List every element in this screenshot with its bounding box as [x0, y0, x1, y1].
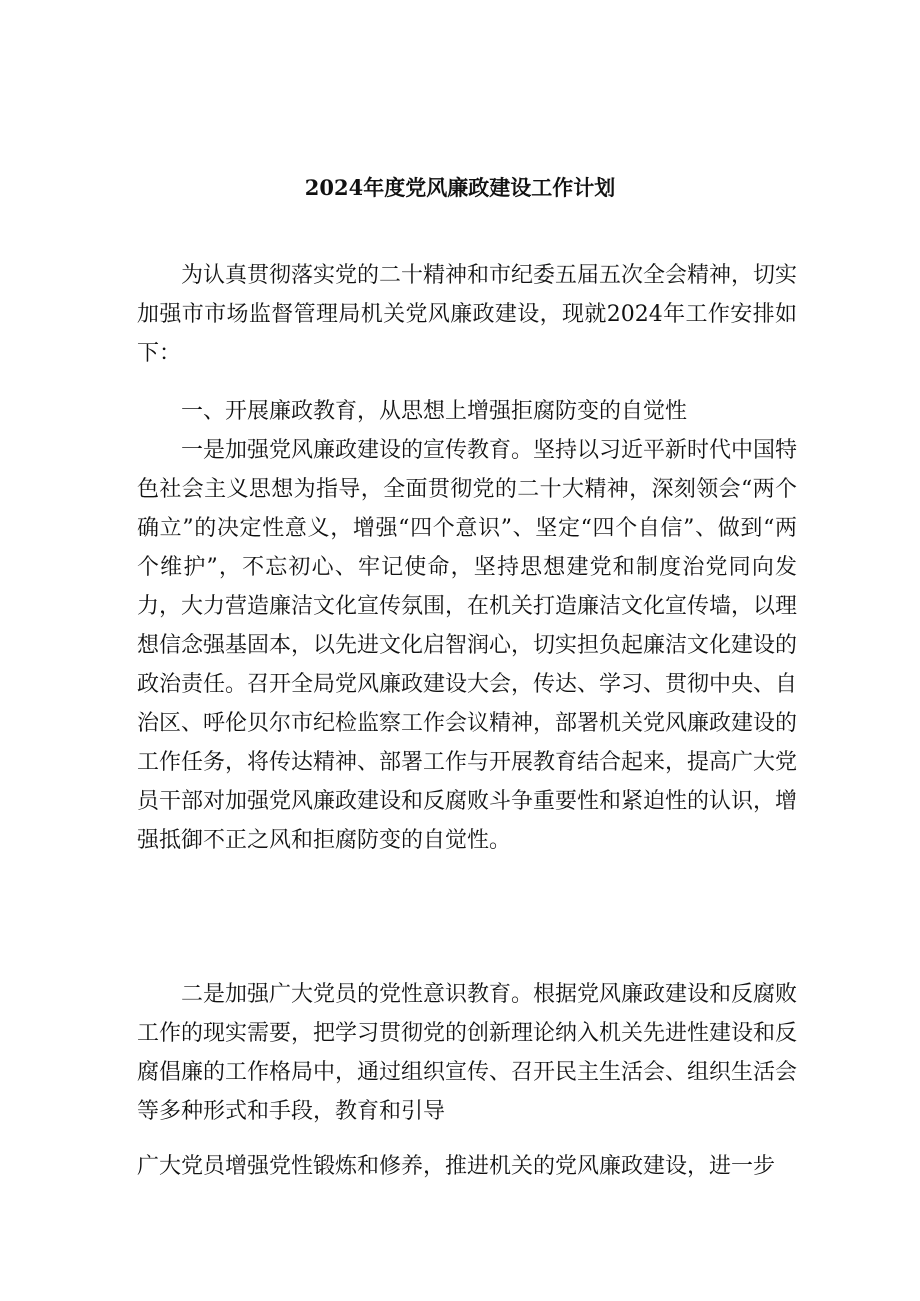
document-title: 2024年度党风廉政建设工作计划 [304, 175, 616, 200]
intro-paragraph: 为认真贯彻落实党的二十精神和市纪委五届五次全会精神，切实加强市市场监督管理局机关党风廉政建设，现就2024年工作安排如下： [137, 263, 798, 366]
body-paragraph-2: 二是加强广大党员的党性意识教育。根据党风廉政建设和反腐败工作的现实需要，把学习贯彻党的创新理论纳入机关先进性建设和反腐倡廉的工作格局中，通过组织宣传、召开民主生活会、组织生活会等多种形式和手段，教育和引导 [137, 982, 798, 1124]
body-paragraph-1: 一是加强党风廉政建设的宣传教育。坚持以习近平新时代中国特色社会主义思想为指导，全面贯彻党的二十大精神，深刻领会“两个确立”的决定性意义，增强“四个意识”、坚定“四个自信”、做到“两个维护”，不忘初心、牢记使命，坚持思想建党和制度治党同向发力，大力营造廉洁文化宣传氛围，在机关打造廉洁文化宣传墙，以理想信念强基固本，以先进文化启智润心，切实担负起廉洁文化建设的政治责任。召开全局党风廉政建设大会，传达、学习、贯彻中央、自治区、呼伦贝尔市纪检监察工作会议精神，部署机关党风廉政建设的工作任务，将传达精神、部署工作与开展教育结合起来，提高广大党员干部对加强党风廉政建设和反腐败斗争重要性和紧迫性的认识，增强抵御不正之风和拒腐防变的自觉性。 [137, 438, 798, 853]
continuation-line: 广大党员增强党性锻炼和修养，推进机关的党风廉政建设，进一步 [137, 1154, 776, 1179]
section-heading: 一、开展廉政教育，从思想上增强拒腐防变的自觉性 [181, 399, 688, 424]
